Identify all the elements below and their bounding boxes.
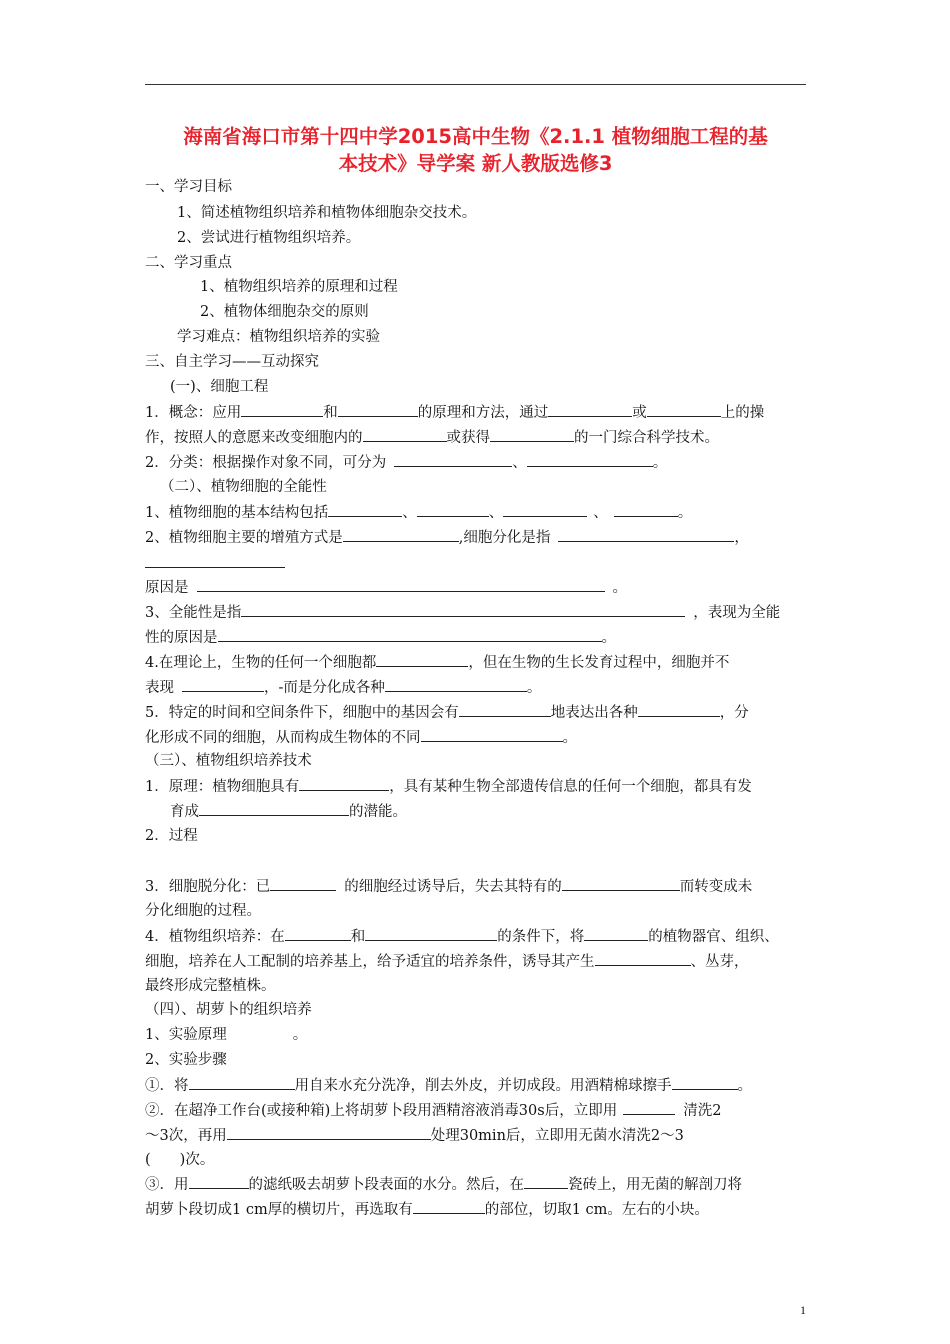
text: 、: [488, 505, 504, 521]
text: 化形成不同的细胞，从而构成生物体的不同: [145, 730, 421, 746]
text: ，具有某种生物全部遗传信息的任何一个细胞，都具有发: [389, 779, 752, 795]
blank[interactable]: [503, 502, 587, 517]
text: 处理30min后，立即用无菌水清洗2～3: [430, 1128, 684, 1144]
blank[interactable]: [218, 627, 602, 642]
blank[interactable]: [672, 1075, 738, 1090]
blank[interactable]: [182, 677, 264, 692]
text: 表现: [145, 680, 174, 696]
difficulty-line: 学习难点：植物组织培养的实验: [177, 329, 380, 345]
text: 的植物器官、组织、: [648, 929, 779, 945]
key-point-item-2: 2、植物体细胞杂交的原则: [200, 304, 369, 320]
blank[interactable]: [413, 1199, 485, 1214]
text: 清洗2: [683, 1103, 722, 1119]
text: 的条件下，将: [497, 929, 585, 945]
blank[interactable]: [394, 452, 512, 467]
text: 、丛芽，: [690, 954, 749, 970]
section-1-heading: (一)、细胞工程: [170, 379, 269, 395]
s4-step3-line1: [145, 1174, 742, 1195]
text: 。: [292, 1027, 308, 1043]
blank[interactable]: [417, 502, 489, 517]
s4-q1: [145, 1025, 307, 1045]
s2-q3-line2: [145, 627, 616, 648]
s1-q2: [145, 452, 667, 473]
blank[interactable]: [623, 1100, 675, 1115]
s3-q1-line2: [170, 801, 407, 822]
s3-q4-line2: [145, 951, 749, 972]
text: 。: [612, 580, 627, 596]
text: 上的操: [720, 405, 765, 421]
s2-q4-line2: [145, 677, 541, 698]
text: 。: [601, 630, 616, 646]
s3-q3-line2: 分化细胞的过程。: [145, 903, 261, 919]
section-3-heading: （三）、植物组织培养技术: [145, 753, 312, 769]
s3-q4-line3: 最终形成完整植株。: [145, 978, 276, 994]
text: 和: [350, 929, 366, 945]
text: 的原理和方法，通过: [417, 405, 549, 421]
blank[interactable]: [363, 427, 447, 442]
page-number: 1: [800, 1303, 806, 1317]
text: ～3次，再用: [145, 1128, 227, 1144]
text: ③．用: [145, 1177, 189, 1193]
s4-step2-line1: [145, 1100, 721, 1121]
s3-q3-line1: [145, 876, 752, 897]
blank[interactable]: [299, 776, 389, 791]
text: ，但在生物的生长发育过程中，细胞并不: [468, 655, 730, 671]
blank[interactable]: [227, 1125, 431, 1140]
blank[interactable]: [562, 876, 680, 891]
blank[interactable]: [584, 926, 648, 941]
blank[interactable]: [558, 527, 734, 542]
text: 2、植物细胞主要的增殖方式是: [145, 530, 343, 546]
text: 2．分类：根据操作对象不同，可分为: [145, 455, 387, 471]
text: 4．植物组织培养：在: [145, 929, 285, 945]
text: 或获得: [446, 430, 490, 446]
text: ，分: [719, 705, 749, 721]
blank[interactable]: [548, 402, 632, 417]
text: 瓷砖上，用无菌的解剖刀将: [568, 1177, 742, 1193]
text: ，表现为全能: [693, 605, 781, 621]
s4-step3-line2: [145, 1199, 709, 1220]
objectives-heading: 一、学习目标: [145, 179, 232, 195]
s2-q4-line1: [145, 652, 729, 673]
s2-q2-line2: [145, 577, 627, 598]
blank[interactable]: [527, 452, 653, 467]
blank[interactable]: [524, 1174, 568, 1189]
text: 。: [677, 505, 693, 521]
objective-item-2: 2、尝试进行植物组织培养。: [177, 230, 361, 246]
text: 。: [652, 455, 668, 471]
blank[interactable]: [285, 926, 351, 941]
text: ，-而是分化成各种: [264, 680, 385, 696]
blank[interactable]: [343, 527, 459, 542]
s2-q5-line2: [145, 727, 577, 748]
text: 1．原理：植物细胞具有: [145, 779, 300, 795]
title-line-2: 本技术》导学案 新人教版选修3: [338, 152, 613, 175]
text: 作，按照人的意愿来改变细胞内的: [145, 430, 363, 446]
title-line-1: 海南省海口市第十四中学2015高中生物《2.1.1 植物细胞工程的基: [183, 125, 768, 148]
text: 4.在理论上，生物的任何一个细胞都: [145, 655, 377, 671]
blank[interactable]: [338, 402, 418, 417]
text: 性的原因是: [145, 630, 218, 646]
text: ①．将: [145, 1078, 189, 1094]
text: 。: [526, 680, 542, 696]
blank[interactable]: [490, 427, 574, 442]
s4-step2-line3: ( )次。: [145, 1152, 215, 1168]
text: 用自来水充分洗净，削去外皮，并切成段。用酒精棉球擦手: [294, 1078, 672, 1094]
text: 的滤纸吸去胡萝卜段表面的水分。然后，在: [248, 1177, 524, 1193]
key-points-heading: 二、学习重点: [145, 255, 232, 271]
text: 地表达出各种: [550, 705, 638, 721]
text: ,细胞分化是指: [458, 530, 551, 546]
blank[interactable]: [647, 402, 721, 417]
blank[interactable]: [189, 1174, 249, 1189]
text: 的细胞经过诱导后，失去其特有的: [344, 879, 562, 895]
s2-q2-blank-continued[interactable]: [145, 553, 285, 568]
text: ，: [734, 530, 749, 546]
text: 1、植物细胞的基本结构包括: [145, 505, 329, 521]
self-study-heading: 三、自主学习——互动探究: [145, 354, 319, 370]
text: 3．细胞脱分化：已: [145, 879, 271, 895]
blank[interactable]: [197, 577, 605, 592]
text: 。: [737, 1078, 752, 1094]
blank[interactable]: [614, 502, 678, 517]
blank[interactable]: [459, 702, 551, 717]
s2-q1: [145, 502, 692, 523]
section-2-heading: （二）、植物细胞的全能性: [160, 479, 327, 495]
text: 原因是: [145, 580, 189, 596]
text: 1、实验原理: [145, 1027, 227, 1043]
text: 和: [323, 405, 338, 421]
text: 5．特定的时间和空间条件下，细胞中的基因会有: [145, 705, 459, 721]
blank[interactable]: [638, 702, 720, 717]
text: 1．概念：应用: [145, 405, 242, 421]
text: 胡萝卜段切成1 cm厚的横切片，再选取有: [145, 1202, 413, 1218]
document-title: [145, 123, 806, 177]
s4-step2-line2: [145, 1125, 684, 1146]
blank[interactable]: [199, 801, 349, 816]
s4-q2: 2、实验步骤: [145, 1052, 227, 1068]
blank[interactable]: [189, 1075, 295, 1090]
text: 或: [632, 405, 647, 421]
text: 、: [593, 505, 608, 521]
text: 细胞，培养在人工配制的培养基上，给予适宜的培养条件，诱导其产生: [145, 954, 595, 970]
blank[interactable]: [270, 876, 336, 891]
blank[interactable]: [385, 677, 527, 692]
s4-step1: [145, 1075, 752, 1096]
section-4-heading: （四）、胡萝卜的组织培养: [145, 1002, 312, 1018]
text: 而转变成未: [679, 879, 753, 895]
s3-q1-line1: [145, 776, 752, 797]
key-point-item-1: 1、植物组织培养的原理和过程: [200, 279, 398, 295]
s2-q5-line1: [145, 702, 749, 723]
blank[interactable]: [421, 727, 563, 742]
s2-q3-line1: [145, 602, 780, 623]
text: 的潜能。: [349, 804, 407, 820]
text: 育成: [170, 804, 199, 820]
text: 、: [512, 455, 527, 471]
text: 的部位，切取1 cm。左右的小块。: [484, 1202, 709, 1218]
blank[interactable]: [365, 926, 497, 941]
blank[interactable]: [241, 602, 685, 617]
text: 。: [562, 730, 577, 746]
text: ②．在超净工作台(或接种箱)上将胡萝卜段用酒精溶液消毒30s后，立即用: [145, 1103, 618, 1119]
blank[interactable]: [328, 502, 402, 517]
s1-q1-line1: [145, 402, 764, 423]
blank[interactable]: [241, 402, 323, 417]
text: 3、全能性是指: [145, 605, 242, 621]
blank[interactable]: [376, 652, 468, 667]
text: 、: [402, 505, 417, 521]
objective-item-1: 1、简述植物组织培养和植物体细胞杂交技术。: [177, 205, 477, 221]
blank[interactable]: [595, 951, 691, 966]
s1-q1-line2: [145, 427, 719, 448]
s2-q2-line1: [145, 527, 749, 548]
text: 的一门综合科学技术。: [574, 430, 719, 446]
s3-q4-line1: [145, 926, 779, 947]
s3-q2: 2．过程: [145, 828, 198, 844]
top-rule: [145, 84, 806, 85]
